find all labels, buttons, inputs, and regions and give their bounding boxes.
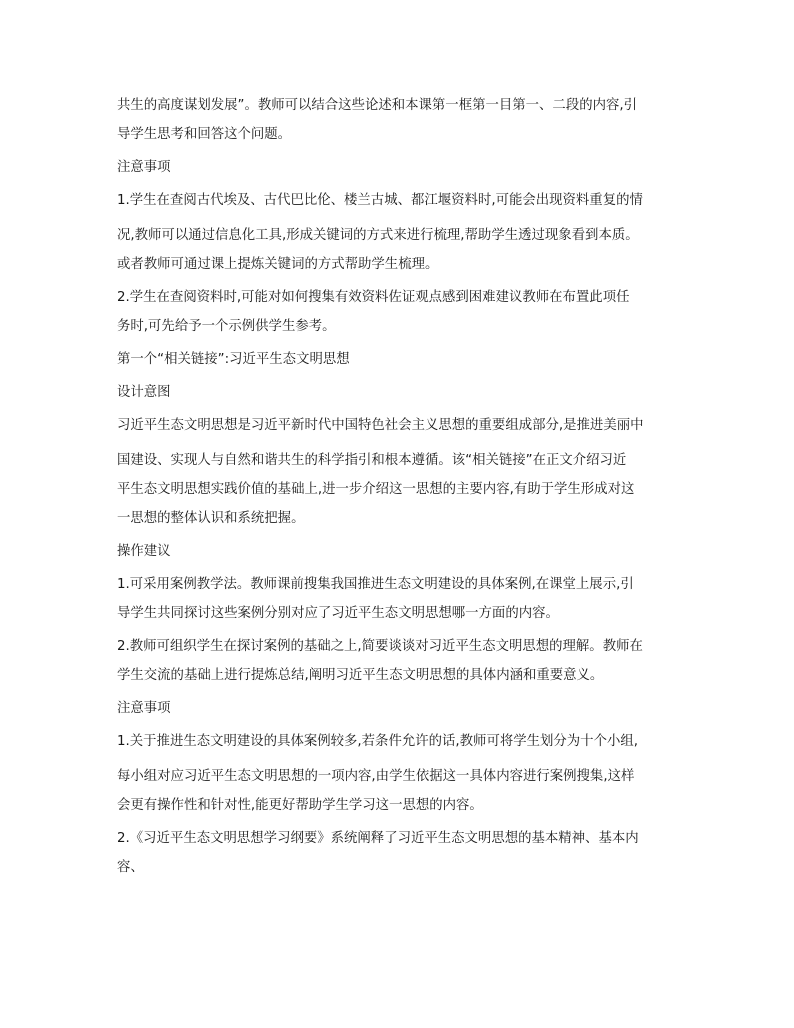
heading-line: 设计意图: [117, 385, 171, 400]
text-line: 务时,可先给予一个示例供学生参考。: [117, 319, 336, 334]
text-line: 导学生思考和回答这个问题。: [117, 127, 292, 142]
paragraph-note-1: [117, 186, 677, 279]
text-line: 2.教师可组织学生在探讨案例的基础之上,简要谈谈对习近平生态文明思想的理解。教师在: [117, 639, 643, 654]
paragraph-operation-1: [117, 570, 677, 628]
text-line: 导学生共同探讨这些案例分别对应了习近平生态文明思想哪一方面的内容。: [117, 606, 559, 621]
section-heading-operation: [117, 537, 677, 566]
text-line: 容、: [117, 860, 144, 875]
heading-line: 第一个“相关链接”:习近平生态文明思想: [117, 352, 350, 367]
heading-line: 注意事项: [117, 701, 171, 716]
text-line: 1.学生在查阅古代埃及、古代巴比伦、楼兰古城、都江堰资料时,可能会出现资料重复的情: [117, 193, 643, 208]
section-heading-notes-2: [117, 694, 677, 723]
text-line: 平生态文明思想实践价值的基础上,进一步介绍这一思想的主要内容,有助于学生形成对这: [117, 482, 635, 497]
text-line: 每小组对应习近平生态文明思想的一项内容,由学生依据这一具体内容进行案例搜集,这样: [117, 769, 635, 784]
document-body: [117, 91, 677, 882]
text-line: 习近平生态文明思想是习近平新时代中国特色社会主义思想的重要组成部分,是推进美丽中: [117, 418, 644, 433]
paragraph-operation-2: [117, 632, 677, 690]
text-line: 共生的高度谋划发展”。教师可以结合这些论述和本课第一框第一目第一、二段的内容,引: [117, 98, 638, 113]
paragraph-note-2: [117, 283, 677, 341]
heading-line: 注意事项: [117, 160, 171, 175]
paragraph-intro-continuation: [117, 91, 677, 149]
text-line: 1.可采用案例教学法。教师课前搜集我国推进生态文明建设的具体案例,在课堂上展示,引: [117, 577, 634, 592]
heading-line: 操作建议: [117, 544, 171, 559]
section-heading-notes-1: [117, 153, 677, 182]
paragraph-note-3: [117, 727, 677, 820]
text-line: 国建设、实现人与自然和谐共生的科学指引和根本遵循。该“相关链接”在正文介绍习近: [117, 453, 627, 468]
text-line: 况,教师可以通过信息化工具,形成关键词的方式来进行梳理,帮助学生透过现象看到本质。: [117, 228, 639, 243]
paragraph-note-4: [117, 824, 677, 882]
section-heading-related-link: [117, 345, 677, 374]
text-line: 或者教师可通过课上提炼关键词的方式帮助学生梳理。: [117, 257, 439, 272]
text-line: 2.《习近平生态文明思想学习纲要》系统阐释了习近平生态文明思想的基本精神、基本内: [117, 831, 639, 846]
section-heading-design-intent: [117, 378, 677, 407]
paragraph-design-intent: [117, 411, 677, 533]
text-line: 学生交流的基础上进行提炼总结,阐明习近平生态文明思想的具体内涵和重要意义。: [117, 668, 604, 683]
text-line: 会更有操作性和针对性,能更好帮助学生学习这一思想的内容。: [117, 798, 483, 813]
text-line: 一思想的整体认识和系统把握。: [117, 511, 305, 526]
text-line: 1.关于推进生态文明建设的具体案例较多,若条件允许的话,教师可将学生划分为十个小组,: [117, 734, 638, 749]
text-line: 2.学生在查阅资料时,可能对如何搜集有效资料佐证观点感到困难建议教师在布置此项任: [117, 290, 630, 305]
